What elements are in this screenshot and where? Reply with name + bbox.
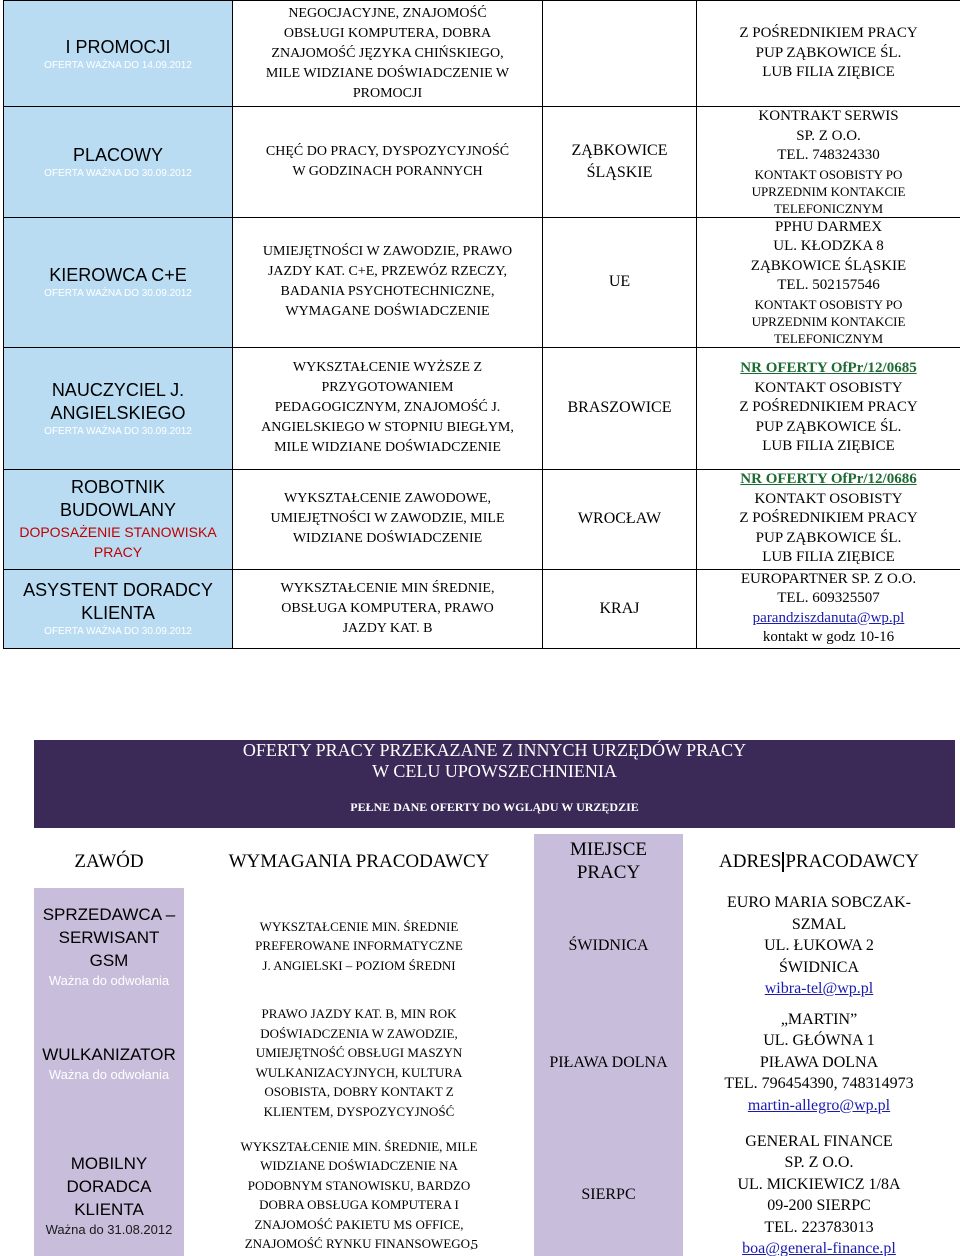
address-text: wibra-tel@wp.pl [764, 980, 874, 998]
external-offer-row [34, 1004, 955, 1121]
contact-text: Z POŚREDNIKIEM PRACY [739, 399, 918, 416]
requirement-line: UMIEJĘTNOŚCI W ZAWODZIE, MILE [270, 511, 505, 526]
other-offices-banner [34, 740, 955, 828]
address-line [687, 1009, 951, 1031]
contact-text: PUP ZĄBKOWICE ŚL. [755, 418, 902, 435]
requirement-line: PRAWO JAZDY KAT. B, MIN ROK [261, 1006, 457, 1021]
requirement-line: W GODZINACH PORANNYCH [292, 163, 483, 179]
contact-text: PPHU DARMEX [774, 218, 883, 235]
contact-text: KONTAKT OSOBISTY [754, 379, 903, 396]
contact-line [701, 570, 956, 590]
address-line [687, 892, 951, 914]
requirement-line: JAZDY KAT. B [342, 620, 433, 636]
contact-text: NR OFERTY OfPr/12/0685 [740, 360, 917, 377]
contact-line [701, 146, 956, 166]
address-line [687, 1073, 951, 1095]
job-title: NAUCZYCIEL J. [51, 379, 185, 400]
job-title-cell [34, 1004, 184, 1121]
contact-text: NR OFERTY OfPr/12/0686 [740, 471, 917, 488]
requirement-line: ZNAJOMOŚĆ RYNKU FINANSOWEGO, [244, 1236, 474, 1251]
contact-text: LUB FILIA ZIĘBICE [762, 549, 895, 566]
external-offer-row [34, 1121, 955, 1256]
contact-text: parandziszdanuta@wp.pl [752, 609, 905, 626]
requirements-cell [233, 217, 543, 347]
requirement-line: UMIEJĘTNOŚĆ OBSŁUGI MASZYN [255, 1045, 463, 1060]
job-offers-body [4, 1, 960, 649]
address-text: „MARTIN” [780, 1010, 858, 1028]
contact-line [701, 330, 956, 347]
contact-text: UPRZEDNIM KONTAKCIE [751, 183, 906, 199]
work-place-cell [543, 217, 697, 347]
contact-cell [697, 107, 960, 218]
address-line [687, 1174, 951, 1196]
contact-line [701, 218, 956, 238]
contact-text: TELEFONICZNYM [773, 330, 884, 346]
requirements-cell [184, 1121, 534, 1256]
contact-line [701, 24, 956, 44]
job-title: SPRZEDAWCA – [42, 905, 176, 924]
requirements-cell [233, 469, 543, 569]
requirements-cell [233, 107, 543, 218]
work-place: WROCŁAW [577, 510, 662, 527]
contact-line [701, 529, 956, 549]
requirement-line: ANGIELSKIEGO W STOPNIU BIEGŁYM, [261, 420, 514, 435]
job-title: MOBILNY DORADCA [66, 1154, 152, 1196]
address-text: PIŁAWA DOLNA [759, 1053, 879, 1071]
requirements-cell [184, 888, 534, 1004]
header-miejsce [534, 834, 683, 888]
contact-line [701, 437, 956, 457]
offer-row [4, 1, 960, 107]
requirements-cell [233, 347, 543, 469]
offer-validity: OFERTA WAŻNA DO 30.09.2012 [44, 626, 192, 637]
offer-row [4, 217, 960, 347]
job-title: ASYSTENT DORADCY [23, 580, 213, 600]
contact-line [701, 628, 956, 648]
contact-cell [697, 1, 960, 107]
requirement-line: WYKSZTAŁCENIE MIN ŚREDNIE, [280, 580, 495, 596]
header-adres [683, 834, 955, 888]
address-line [687, 957, 951, 979]
address-text: SZMAL [791, 915, 847, 933]
offer-validity: Ważna do 31.08.2012 [45, 1222, 173, 1237]
offer-validity: Ważna do odwołania [48, 973, 170, 988]
contact-text: KONTAKT OSOBISTY PO [754, 166, 903, 182]
requirement-line: NEGOCJACYJNE, ZNAJOMOŚĆ [288, 5, 487, 21]
contact-text: UL. KŁODZKA 8 [773, 238, 884, 254]
contact-line [701, 63, 956, 83]
contact-text: EUROPARTNER SP. Z O.O. [740, 570, 917, 587]
address-text: SP. Z O.O. [784, 1154, 854, 1171]
job-title: KLIENTA [74, 1200, 144, 1219]
header-adres-a: ADRES [719, 850, 782, 872]
contact-line [701, 418, 956, 438]
job-title-cell [4, 469, 233, 569]
job-title-cell [34, 888, 184, 1004]
header-row [34, 834, 955, 888]
requirement-line: WYKSZTAŁCENIE MIN. ŚREDNIE, MILE [240, 1138, 478, 1154]
address-line [687, 1195, 951, 1217]
job-title: WULKANIZATOR [42, 1044, 176, 1064]
job-title: ROBOTNIK [70, 477, 165, 497]
contact-cell [697, 569, 960, 648]
address-line [687, 1131, 951, 1153]
contact-line [701, 296, 956, 313]
job-title-cell [4, 347, 233, 469]
work-place: ZĄBKOWICE [571, 141, 668, 159]
contact-line [701, 237, 956, 257]
job-title-cell [4, 217, 233, 347]
contact-line [701, 379, 956, 399]
work-place-cell [543, 107, 697, 218]
header-miejsce-line1: MIEJSCE [569, 839, 648, 860]
job-offers-table [3, 0, 960, 649]
requirements-cell [184, 1004, 534, 1121]
email-link[interactable] [687, 978, 951, 1000]
address-text: TEL. 796454390, 748314973 [724, 1075, 914, 1093]
work-place-cell: SIERPC [534, 1121, 683, 1256]
contact-line [701, 490, 956, 510]
requirement-line: MILE WIDZIANE DOŚWIADCZENIE [274, 440, 501, 455]
contact-cell [697, 469, 960, 569]
job-title: PLACOWY [72, 144, 164, 165]
requirement-line: PEDAGOGICZNYM, ZNAJOMOŚĆ J. [274, 400, 501, 415]
employer-address-cell [683, 1004, 955, 1121]
contact-line [701, 398, 956, 418]
offer-number [701, 359, 956, 379]
employer-address-cell [683, 888, 955, 1004]
offer-row [4, 107, 960, 218]
contact-text: KONTAKT OSOBISTY PO [754, 296, 903, 312]
requirement-line: OBSŁUGI KOMPUTERA, DOBRA [283, 25, 492, 41]
requirement-line: JAZDY KAT. C+E, PRZEWÓZ RZECZY, [267, 264, 508, 279]
banner-title: OFERTY PRACY PRZEKAZANE Z INNYCH URZĘDÓW PRACY [242, 740, 747, 760]
contact-line [701, 127, 956, 147]
email-link[interactable] [687, 1238, 951, 1256]
contact-line [701, 257, 956, 277]
job-title: BUDOWLANY [59, 500, 176, 520]
requirement-line: ZNAJOMOŚĆ JĘZYKA CHIŃSKIEGO, [271, 45, 504, 61]
requirement-line: WIDZIANE DOŚWIADCZENIE NA [260, 1158, 458, 1173]
contact-text: TEL. 502157546 [777, 277, 880, 293]
work-place-cell: PIŁAWA DOLNA [534, 1004, 683, 1121]
work-place: ŚLĄSKIE [586, 163, 653, 181]
job-title-cell [4, 569, 233, 648]
requirement-line: WYMAGANE DOŚWIADCZENIE [285, 304, 490, 319]
work-place: UE [608, 273, 631, 290]
address-text: UL. GŁÓWNA 1 [763, 1032, 875, 1050]
work-place-cell [543, 469, 697, 569]
requirement-line: WYKSZTAŁCENIE WYŻSZE Z [292, 360, 483, 375]
requirement-line: WYKSZTAŁCENIE ZAWODOWE, [284, 491, 491, 506]
address-line [687, 935, 951, 957]
contact-line [701, 276, 956, 296]
requirement-line: KLIENTEM, DYSPOZYCYJNOŚĆ [263, 1103, 455, 1119]
job-title-cell [34, 1121, 184, 1256]
contact-text: PUP ZĄBKOWICE ŚL. [755, 44, 902, 61]
job-title: KIEROWCA C+E [49, 265, 187, 285]
page-number: 5 [471, 1238, 478, 1253]
job-title: KLIENTA [81, 603, 155, 623]
job-title: ANGIELSKIEGO [50, 402, 186, 423]
address-text: EURO MARIA SOBCZAK- [726, 894, 911, 912]
contact-line [701, 200, 956, 217]
requirement-line: MILE WIDZIANE DOŚWIADCZENIE W [265, 65, 510, 81]
address-text: martin-allegro@wp.pl [747, 1096, 891, 1114]
contact-text: LUB FILIA ZIĘBICE [762, 64, 895, 81]
work-place-cell [543, 569, 697, 648]
requirement-line: DOBRA OBSŁUGA KOMPUTERA I [259, 1197, 459, 1212]
contact-cell [697, 217, 960, 347]
external-offer-row [34, 888, 955, 1004]
email-link[interactable] [687, 1095, 951, 1117]
header-wymagania: WYMAGANIA PRACODAWCY [228, 850, 490, 872]
contact-line [701, 44, 956, 64]
work-place: KRAJ [599, 599, 640, 617]
contact-text: TEL. 748324330 [777, 147, 880, 163]
work-place-cell [543, 1, 697, 107]
requirement-line: ZNAJOMOŚĆ PAKIETU MS OFFICE, [254, 1216, 464, 1232]
address-line [687, 1217, 951, 1239]
offer-row [4, 347, 960, 469]
contact-text: SP. Z O.O. [796, 127, 861, 144]
requirement-line: PREFEROWANE INFORMATYCZNE [255, 938, 463, 954]
contact-text: KONTAKT OSOBISTY [754, 490, 903, 507]
other-offices-table [34, 834, 955, 1256]
offer-validity: Ważna do odwołania [48, 1066, 170, 1082]
contact-line [701, 107, 956, 127]
contact-text: Z POŚREDNIKIEM PRACY [739, 510, 918, 527]
requirement-line: WULKANIZACYJNYCH, KULTURA [255, 1064, 463, 1080]
address-text: UL. ŁUKOWA 2 [764, 937, 874, 955]
job-title-cell [4, 107, 233, 218]
job-title: SERWISANT GSM [58, 928, 160, 970]
contact-line [701, 509, 956, 529]
offer-row [4, 469, 960, 569]
requirement-line: PODOBNYM STANOWISKU, BARDZO [247, 1177, 471, 1193]
contact-text: TELEFONICZNYM [773, 200, 884, 216]
requirement-line: WIDZIANE DOŚWIADCZENIE [292, 531, 483, 546]
contact-line [701, 589, 956, 609]
contact-text: UPRZEDNIM KONTAKCIE [751, 313, 906, 329]
requirement-line: PRZYGOTOWANIEM [321, 380, 454, 395]
address-text: TEL. 223783013 [764, 1218, 874, 1236]
header-miejsce-line2: PRACY [576, 862, 641, 883]
requirement-line: CHĘĆ DO PRACY, DYSPOZYCYJNOŚĆ [265, 143, 510, 159]
header-adres-b: PRACODAWCY [785, 850, 919, 872]
employer-address-cell [683, 1121, 955, 1256]
work-place-cell [543, 347, 697, 469]
email-link[interactable] [701, 609, 956, 629]
contact-text: TEL. 609325507 [777, 590, 880, 606]
requirement-line: UMIEJĘTNOŚCI W ZAWODZIE, PRAWO [262, 244, 513, 259]
requirement-line: OSOBISTA, DOBRY KONTAKT Z [264, 1084, 454, 1099]
offer-row [4, 569, 960, 648]
banner-note: PEŁNE DANE OFERTY DO WGLĄDU W URZĘDZIE [350, 800, 639, 814]
contact-line [701, 313, 956, 330]
requirements-cell [233, 1, 543, 107]
offer-validity: OFERTA WAŻNA DO 30.09.2012 [44, 425, 192, 437]
address-line [687, 1030, 951, 1052]
address-text: UL. MICKIEWICZ 1/8A [737, 1175, 901, 1193]
offer-validity: OFERTA WAŻNA DO 14.09.2012 [44, 59, 192, 71]
address-text: GENERAL FINANCE [745, 1132, 893, 1150]
contact-text: kontakt w godz 10-16 [762, 629, 895, 645]
contact-line [701, 183, 956, 200]
contact-text: PUP ZĄBKOWICE ŚL. [755, 529, 902, 546]
offer-validity: OFERTA WAŻNA DO 30.09.2012 [44, 288, 192, 299]
contact-line [701, 166, 956, 183]
requirement-line: PROMOCJI [352, 85, 423, 101]
header-zawod: ZAWÓD [34, 834, 184, 888]
address-line [687, 1152, 951, 1174]
work-place-cell: ŚWIDNICA [534, 888, 683, 1004]
requirements-cell [233, 569, 543, 648]
job-note: DOPOSAŻENIE STANOWISKA PRACY [19, 524, 217, 560]
address-text: boa@general-finance.pl [742, 1240, 896, 1256]
requirement-line: OBSŁUGA KOMPUTERA, PRAWO [281, 600, 494, 616]
contact-line [701, 548, 956, 568]
contact-text: ZĄBKOWICE ŚLĄSKIE [750, 257, 907, 274]
requirement-line: J. ANGIELSKI – POZIOM ŚREDNI [262, 957, 456, 973]
offer-number [701, 470, 956, 490]
contact-text: Z POŚREDNIKIEM PRACY [739, 25, 918, 42]
requirement-line: BADANIA PSYCHOTECHNICZNE, [280, 284, 495, 299]
work-place: BRASZOWICE [567, 399, 672, 416]
contact-text: KONTRAKT SERWIS [758, 108, 899, 124]
address-line [687, 1052, 951, 1074]
other-offices-body [34, 888, 955, 1256]
address-text: ŚWIDNICA [779, 958, 859, 976]
requirement-line: DOŚWIADCZENIA W ZAWODZIE, [260, 1025, 458, 1041]
job-title: I PROMOCJI [65, 36, 171, 57]
offer-validity: OFERTA WAŻNA DO 30.09.2012 [44, 167, 192, 179]
address-line [687, 914, 951, 936]
address-text: 09-200 SIERPC [767, 1197, 871, 1214]
job-title-cell [4, 1, 233, 107]
requirement-line: WYKSZTAŁCENIE MIN. ŚREDNIE [259, 918, 459, 934]
banner-subtitle: W CELU UPOWSZECHNIENIA [372, 761, 617, 781]
contact-text: LUB FILIA ZIĘBICE [762, 438, 895, 455]
contact-cell [697, 347, 960, 469]
